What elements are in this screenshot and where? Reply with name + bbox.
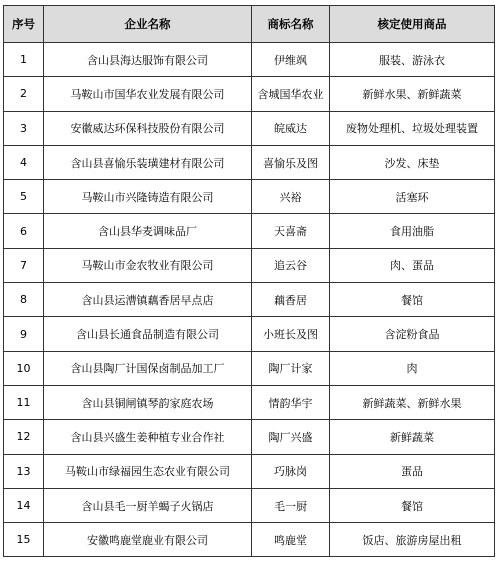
header-trademark-name: 商标名称 [252, 6, 330, 43]
table-row [4, 385, 495, 419]
cell-approved-goods: 活塞环 [330, 180, 495, 214]
table-row [4, 43, 495, 77]
cell-index: 11 [4, 385, 44, 419]
table-row [4, 283, 495, 317]
cell-index: 1 [4, 43, 44, 77]
cell-trademark-name: 小班长及图 [252, 317, 330, 351]
cell-company-name: 含山县铜闸镇琴韵家庭农场 [44, 385, 252, 419]
cell-trademark-name: 陶厂计家 [252, 351, 330, 385]
table-row [4, 488, 495, 522]
header-approved-goods: 核定使用商品 [330, 6, 495, 43]
cell-company-name: 含山县陶厂计国保卤制品加工厂 [44, 351, 252, 385]
cell-trademark-name: 喜愉乐及图 [252, 145, 330, 179]
table-row [4, 351, 495, 385]
cell-index: 4 [4, 145, 44, 179]
cell-index: 3 [4, 111, 44, 145]
cell-approved-goods: 肉 [330, 351, 495, 385]
cell-trademark-name: 毛一厨 [252, 488, 330, 522]
header-row [4, 6, 495, 43]
table-row [4, 180, 495, 214]
table-row [4, 248, 495, 282]
cell-trademark-name: 追云谷 [252, 248, 330, 282]
cell-trademark-name: 巧脉岗 [252, 454, 330, 488]
cell-trademark-name: 兴裕 [252, 180, 330, 214]
cell-index: 13 [4, 454, 44, 488]
table-row [4, 214, 495, 248]
cell-company-name: 马鞍山市绿福园生态农业有限公司 [44, 454, 252, 488]
cell-approved-goods: 服装、游泳衣 [330, 43, 495, 77]
cell-trademark-name: 皖威达 [252, 111, 330, 145]
cell-company-name: 含山县喜愉乐装璜建材有限公司 [44, 145, 252, 179]
cell-index: 8 [4, 283, 44, 317]
cell-approved-goods: 废物处理机、垃圾处理装置 [330, 111, 495, 145]
cell-company-name: 含山县海达服饰有限公司 [44, 43, 252, 77]
cell-company-name: 安徽威达环保科技股份有限公司 [44, 111, 252, 145]
cell-index: 2 [4, 77, 44, 111]
cell-index: 15 [4, 523, 44, 557]
table-body [4, 43, 495, 557]
cell-approved-goods: 饭店、旅游房屋出租 [330, 523, 495, 557]
cell-index: 14 [4, 488, 44, 522]
header-company-name: 企业名称 [44, 6, 252, 43]
cell-approved-goods: 食用油脂 [330, 214, 495, 248]
cell-company-name: 含山县运漕镇藕香居早点店 [44, 283, 252, 317]
table-row [4, 454, 495, 488]
cell-approved-goods: 蛋品 [330, 454, 495, 488]
cell-approved-goods: 含淀粉食品 [330, 317, 495, 351]
cell-trademark-name: 藕香居 [252, 283, 330, 317]
table-row [4, 77, 495, 111]
cell-company-name: 马鞍山市金农牧业有限公司 [44, 248, 252, 282]
table-row [4, 317, 495, 351]
table-row [4, 523, 495, 557]
cell-company-name: 含山县毛一厨羊蝎子火锅店 [44, 488, 252, 522]
cell-company-name: 马鞍山市国华农业发展有限公司 [44, 77, 252, 111]
cell-approved-goods: 肉、蛋品 [330, 248, 495, 282]
header-index: 序号 [4, 6, 44, 43]
cell-approved-goods: 餐馆 [330, 488, 495, 522]
cell-trademark-name: 伊维飒 [252, 43, 330, 77]
cell-trademark-name: 天喜斋 [252, 214, 330, 248]
cell-approved-goods: 新鲜蔬菜、新鲜水果 [330, 385, 495, 419]
cell-index: 10 [4, 351, 44, 385]
cell-approved-goods: 新鲜蔬菜 [330, 420, 495, 454]
table-row [4, 111, 495, 145]
trademark-table [3, 5, 495, 557]
cell-index: 6 [4, 214, 44, 248]
cell-company-name: 含山县华麦调味品厂 [44, 214, 252, 248]
cell-company-name: 含山县长通食品制造有限公司 [44, 317, 252, 351]
cell-index: 5 [4, 180, 44, 214]
cell-trademark-name: 情韵华宇 [252, 385, 330, 419]
cell-company-name: 安徽鸣鹿堂鹿业有限公司 [44, 523, 252, 557]
cell-company-name: 马鞍山市兴隆铸造有限公司 [44, 180, 252, 214]
table-row [4, 145, 495, 179]
cell-company-name: 含山县兴盛生姜种植专业合作社 [44, 420, 252, 454]
cell-approved-goods: 沙发、床垫 [330, 145, 495, 179]
cell-approved-goods: 新鲜水果、新鲜蔬菜 [330, 77, 495, 111]
cell-index: 9 [4, 317, 44, 351]
cell-trademark-name: 陶厂兴盛 [252, 420, 330, 454]
table-row [4, 420, 495, 454]
cell-index: 7 [4, 248, 44, 282]
cell-approved-goods: 餐馆 [330, 283, 495, 317]
cell-index: 12 [4, 420, 44, 454]
cell-trademark-name: 含城国华农业 [252, 77, 330, 111]
cell-trademark-name: 鸣鹿堂 [252, 523, 330, 557]
